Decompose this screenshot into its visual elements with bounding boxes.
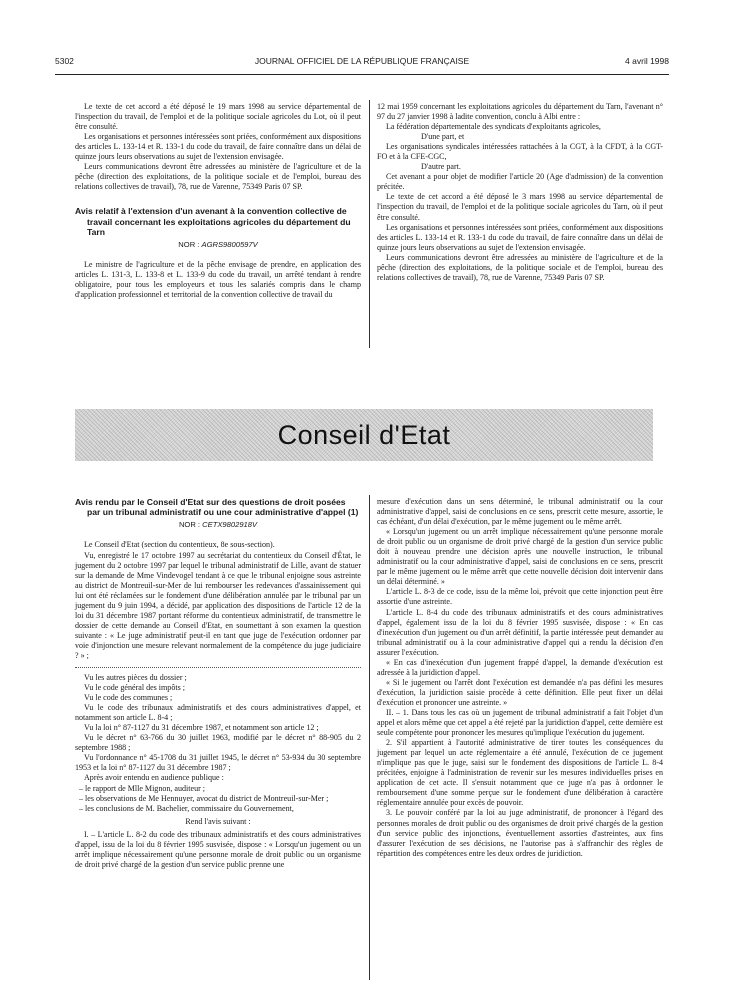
- paragraph: Les organisations et personnes intéressées sont priées, conformément aux dispositions des articles L. 133-14 et R. 133-1 du code du travail, de faire connaître dans un délai de quinze jours leurs observations au sujet de l'extension envisagée.: [75, 132, 361, 162]
- nor-label: NOR :: [178, 520, 201, 530]
- section-banner: [75, 409, 653, 461]
- rend-avis-heading: Rend l'avis suivant :: [185, 816, 251, 826]
- paragraph: 2. S'il appartient à l'autorité administrative de tirer toutes les conséquences du jugement par lequel un acte réglementaire a été annulé, l'exécution de ce jugement n'implique pas que le juge, saisi sur le fondement des dispositions de l'article L. 8-4 précitées, enjoigne à l'administration de revenir sur les mesures individuelles prises en application de cet acte. Il s'ensuit notamment que ce juge n'a pas à ordonner le remboursement d'une somme perçue sur le fondement d'une délibération à caractère réglementaire annulée pour excès de pouvoir.: [377, 738, 663, 808]
- section-title: Conseil d'Etat: [277, 419, 451, 450]
- party-tag: D'une part, et: [421, 132, 465, 142]
- paragraph: mesure d'exécution dans un sens déterminé, le tribunal administratif ou la cour administrative d'appel, saisi de conclusions en ce sens, prescrit cette mesure, assortie, le cas échéant, d'un délai d'exécution, par le même jugement ou le même arrêt.: [377, 497, 663, 527]
- vu-item: Après avoir entendu en audience publique :: [84, 773, 224, 783]
- page-header: [55, 56, 669, 72]
- hearing-item: – les conclusions de M. Bachelier, commissaire du Gouvernement,: [79, 803, 294, 813]
- top-left-column: [75, 102, 361, 300]
- paragraph: Les organisations et personnes intéressées sont priées, conformément aux dispositions des articles L. 133-14 et R. 133-1 du code du travail, de faire connaître dans un délai de quinze jours leurs observations au sujet de l'extension envisagée.: [377, 222, 663, 252]
- paragraph: Le texte de cet accord a été déposé le 19 mars 1998 au service départemental de l'inspection du travail, de l'emploi et de la politique sociale agricoles du Lot, où il peut être consulté.: [75, 102, 361, 132]
- nor-reference: [75, 240, 361, 250]
- journal-title: JOURNAL OFFICIEL DE LA RÉPUBLIQUE FRANÇAISE: [254, 56, 470, 66]
- vu-item: Vu le code des tribunaux administratifs et des cours administratives d'appel, et notamment son article L. 8-4 ;: [75, 703, 361, 723]
- column-divider: [369, 100, 370, 348]
- paragraph: La fédération départementale des syndicats d'exploitants agricoles,: [386, 122, 601, 132]
- paragraph: Leurs communications devront être adressées au ministère de l'agriculture et de la pêche (direction des exploitations, de la politique sociale et de l'emploi, bureau des relations collectives de travail), 78, rue de Varenne, 75349 Paris 07 SP.: [75, 162, 361, 192]
- vu-item: Vu les autres pièces du dossier ;: [84, 673, 187, 683]
- party-tag: D'autre part.: [421, 162, 461, 172]
- paragraph: « Lorsqu'un jugement ou un arrêt implique nécessairement qu'une personne morale de droit public ou un organisme de droit privé chargé de la gestion d'un service public doit à nouveau prendre une décision après une nouvelle instruction, le tribunal administratif ou la cour administrative d'appel, saisi de conclusions en ce sens, prescrit par le même jugement ou le même arrêt que cette nouvelle décision doit intervenir dans un délai déterminé. »: [377, 527, 663, 587]
- paragraph: Le ministre de l'agriculture et de la pêche envisage de prendre, en application des articles L. 131-3, L. 133-8 et L. 133-9 du code du travail, un arrêté tendant à rendre obligatoire, pour tous les employeurs et tous les salariés compris dans le champ d'application professionnel et territorial de la convention collective de travail du: [75, 260, 361, 300]
- nor-code: CETX9802918V: [202, 520, 258, 530]
- bottom-left-column: [75, 497, 361, 870]
- paragraph: 3. Le pouvoir conféré par la loi au juge administratif, de prononcer à l'égard des personnes morales de droit public ou des organismes de droit privé chargés de la gestion d'un service public des injonctions, éventuellement assorties d'astreintes, aux fins d'assurer l'exécution de ses décisions, ne l'autorise pas à s'affranchir des règles de répartition des compétences entre les deux ordres de juridiction.: [377, 808, 663, 858]
- paragraph: L'article L. 8-4 du code des tribunaux administratifs et des cours administratives d'appel, également issu de la loi du 8 février 1995 susvisée, dispose : « En cas d'inexécution d'un jugement ou d'un arrêt définitif, la partie intéressée peut demander au tribunal administratif ou à la cour administrative d'appel qui a rendu la décision d'en assurer l'exécution.: [377, 607, 663, 657]
- paragraph: 12 mai 1959 concernant les exploitations agricoles du département du Tarn, l'avenant n° 97 du 27 janvier 1998 à ladite convention, conclu à Albi entre :: [377, 102, 663, 122]
- vu-item: Vu le décret n° 63-766 du 30 juillet 1963, modifié par le décret n° 88-905 du 2 septembre 1988 ;: [75, 733, 361, 753]
- header-rule: [55, 74, 669, 75]
- paragraph: Cet avenant a pour objet de modifier l'article 20 (Age d'admission) de la convention précitée.: [377, 172, 663, 192]
- nor-reference: [75, 520, 361, 530]
- vu-item: Vu le code général des impôts ;: [84, 683, 185, 693]
- page-number: 5302: [55, 56, 74, 66]
- dotted-separator: [75, 667, 361, 668]
- paragraph: Les organisations syndicales intéressées rattachées à la CGT, à la CFDT, à la CGT-FO et à la CFE-CGC,: [377, 142, 663, 162]
- hearing-item: – les observations de Me Hennuyer, avocat du district de Montreuil-sur-Mer ;: [79, 793, 329, 803]
- paragraph: « Si le jugement ou l'arrêt dont l'exécution est demandée n'a pas défini les mesures d'exécution, la juridiction saisie procède à cette définition. Elle peut fixer un délai d'exécution et prononcer une astreinte. »: [377, 677, 663, 707]
- paragraph: « En cas d'inexécution d'un jugement frappé d'appel, la demande d'exécution est adressée à la juridiction d'appel.: [377, 657, 663, 677]
- paragraph: Le texte de cet accord a été déposé le 3 mars 1998 au service départemental de l'inspection du travail, de l'emploi et de la politique sociale agricoles du Tarn, où il peut être consulté.: [377, 192, 663, 222]
- paragraph: Leurs communications devront être adressées au ministère de l'agriculture et de la pêche (direction des exploitations, de la politique sociale et de l'emploi, bureau des relations collectives de travail), 78, rue de Varenne, 75349 Paris 07 SP.: [377, 252, 663, 282]
- column-divider: [369, 495, 370, 980]
- vu-item: Vu la loi n° 87-1127 du 31 décembre 1987, et notamment son article 12 ;: [84, 723, 319, 733]
- avis-title: Avis rendu par le Conseil d'Etat sur des questions de droit posées par un tribunal administratif ou une cour administrative d'appel (1): [75, 497, 359, 518]
- notice-title: Avis relatif à l'extension d'un avenant à la convention collective de travail concernant les exploitations agricoles du département du Tarn: [75, 206, 351, 237]
- nor-code: AGRS9800597V: [201, 240, 258, 250]
- vu-item: Vu l'ordonnance n° 45-1708 du 31 juillet 1945, le décret n° 53-934 du 30 septembre 1953 et la loi n° 87-1127 du 31 décembre 1987 ;: [75, 753, 361, 773]
- vu-item: Vu le code des communes ;: [84, 693, 173, 703]
- bottom-right-column: [377, 497, 663, 859]
- top-right-column: [377, 102, 663, 283]
- hearing-item: – le rapport de Mlle Mignon, auditeur ;: [79, 783, 206, 793]
- publication-date: 4 avril 1998: [625, 56, 669, 66]
- paragraph: I. – L'article L. 8-2 du code des tribunaux administratifs et des cours administratives d'appel, issu de la loi du 8 février 1995 susvisée, dispose : « Lorsqu'un jugement ou un arrêt implique nécessairement qu'une personne morale de droit public ou un organisme de droit privé chargé de la gestion d'un service public prenne une: [75, 829, 361, 869]
- paragraph: Le Conseil d'Etat (section du contentieux, 8e sous-section).: [84, 540, 275, 550]
- paragraph: II. – 1. Dans tous les cas où un jugement de tribunal administratif a fait l'objet d'un appel et alors même que cet appel a été rejeté par la juridiction d'appel, cette dernière est seule compétente pour prononcer les mesures qu'implique l'exécution du jugement.: [377, 707, 663, 738]
- paragraph: L'article L. 8-3 de ce code, issu de la même loi, prévoit que cette injonction peut être assortie d'une astreinte.: [377, 587, 663, 607]
- nor-label: NOR :: [178, 240, 200, 250]
- paragraph: Vu, enregistré le 17 octobre 1997 au secrétariat du contentieux du Conseil d'État, le jugement du 2 octobre 1997 par lequel le tribunal administratif de Lille, avant de statuer sur la demande de Mme Vindevogel tendant à ce que le tribunal enjoigne sous astreinte au district de Montreuil-sur-Mer de lui rembourser les redevances d'assainissement qui lui ont été réclamées sur le fondement d'une délibération annulée par le tribunal par un jugement du 9 juin 1994, a décidé, par application des dispositions de l'article 12 de la loi du 31 décembre 1987 portant réforme du contentieux administratif, de transmettre le dossier de cette demande au Conseil d'Etat, en soumettant à son examen la question suivante : « Le juge administratif peut-il en tant que juge de l'exécution ordonner par voie d'injonction une mesure relevant normalement de la compétence du juge judiciaire ? » ;: [75, 550, 361, 660]
